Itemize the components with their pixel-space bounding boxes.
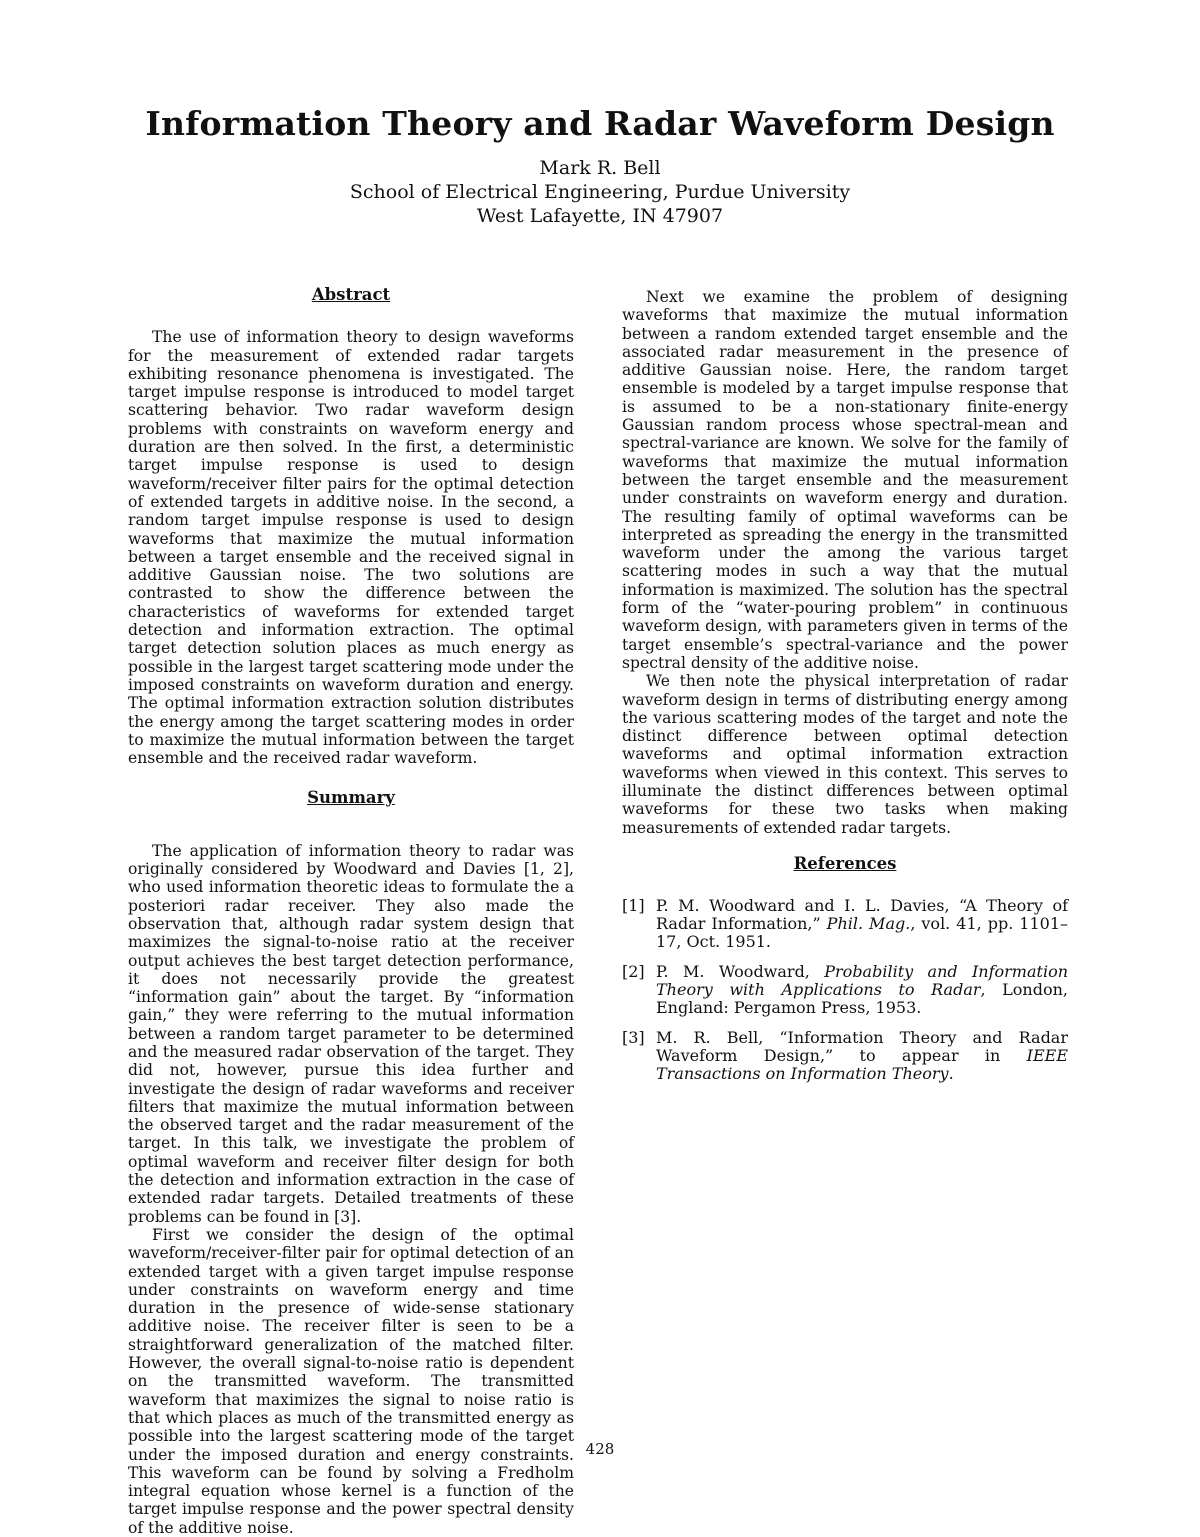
summary-paragraph-2: First we consider the design of the optimal waveform/receiver-filter pair for optimal detection of an extended target with a given target impulse response under constraints on waveform energy and time duration in the presence of wide-sense stationary additive noise. The receiver filter is seen to be a straightforward generalization of the matched filter. However, the overall signal-to-noise ratio is dependent on the transmitted waveform. The transmitted waveform that maximizes the signal to noise ratio is that which places as much of the transmitted energy as possible into the largest scattering mode of the target under the imposed duration and energy constraints. This waveform can be found by solving a Fredholm integral equation whose kernel is a function of the target impulse response and the power spectral density of the additive noise. — [128, 1225, 574, 1537]
left-column — [128, 286, 574, 1537]
reference-list — [622, 897, 1068, 1083]
reference-item — [622, 963, 1068, 1017]
reference-details: , vol. 41, pp. 1101–17, Oct. 1951. — [656, 914, 1068, 952]
summary-paragraph-3: Next we examine the problem of designing waveforms that maximize the mutual information between a random extended target ensemble and the associated radar measurement in the presence of additive Gaussian noise. Here, the random target ensemble is modeled by a target impulse response that is assumed to be a non-stationary finite-energy Gaussian random process whose spectral-mean and spectral-variance are known. We solve for the family of waveforms that maximize the mutual information between the target ensemble and the measurement under constraints on waveform energy and duration. The resulting family of optimal waveforms can be interpreted as spreading the energy in the transmitted waveform under the among the various target scattering modes in such a way that the mutual information is maximized. The solution has the spectral form of the “water-pouring problem” in continuous waveform design, with parameters given in terms of the target ensemble’s spectral-variance and the power spectral density of the additive noise. — [622, 288, 1068, 672]
references-heading: References — [793, 853, 897, 873]
reference-book-title: Probability and Information Theory with Applications to Radar — [656, 962, 1068, 1000]
reference-details: , London, England: Pergamon Press, 1953. — [656, 980, 1068, 1018]
reference-text: P. M. Woodward, — [656, 962, 825, 982]
abstract-heading: Abstract — [311, 285, 391, 304]
reference-text: M. R. Bell, “Information Theory and Radar Waveform Design,” to appear in — [656, 1028, 1068, 1066]
reference-journal: Phil. Mag. — [826, 914, 911, 934]
author-affiliation: School of Electrical Engineering, Purdue University — [349, 181, 851, 203]
reference-number: [2] — [622, 962, 645, 982]
summary-paragraph-4: We then note the physical interpretation of radar waveform design in terms of distributing energy among the various scattering modes of the target and note the distinct difference between optimal detection waveforms and optimal information extraction waveforms when viewed in this context. This serves to illuminate the distinct differences between optimal waveforms for these two tasks when making measurements of extended radar targets. — [622, 672, 1068, 837]
reference-journal: IEEE Transactions on Information Theory — [656, 1046, 1068, 1084]
summary-paragraph-1: The application of information theory to radar was originally considered by Woodward and Davies [1, 2], who used information theoretic ideas to formulate the a posteriori radar receiver. They also made the observation that, although radar system design that maximizes the signal-to-noise ratio at the receiver output achieves the best target detection performance, it does not necessarily provide the greatest “information gain” about the target. By “information gain,” they were referring to the mutual information between a random target parameter to be determined and the measured radar observation of the target. They did not, however, pursue this idea further and investigate the design of radar waveforms and receiver filters that maximize the mutual information between the observed target and the radar measurement of the target. In this talk, we investigate the problem of optimal waveform and receiver filter design for both the detection and information extraction in the case of extended radar targets. Detailed treatments of these problems can be found in [3]. — [128, 841, 574, 1226]
reference-number: [3] — [622, 1028, 645, 1048]
author-name: Mark R. Bell — [539, 157, 661, 179]
reference-item — [622, 897, 1068, 951]
summary-heading: Summary — [307, 788, 395, 808]
reference-details: . — [948, 1064, 954, 1084]
author-location: West Lafayette, IN 47907 — [476, 205, 724, 227]
reference-number: [1] — [622, 896, 645, 916]
author-block — [0, 156, 1200, 228]
reference-item — [622, 1029, 1068, 1083]
abstract-text: The use of information theory to design waveforms for the measurement of extended radar targets exhibiting resonance phenomena is investigated. The target impulse response is introduced to model target scattering behavior. Two radar waveform design problems with constraints on waveform energy and duration are then solved. In the first, a deterministic target impulse response is used to design waveform/receiver filter pairs for the optimal detection of extended targets in additive noise. In the second, a random target impulse response is used to design waveforms that maximize the mutual information between a target ensemble and the received signal in additive Gaussian noise. The two solutions are contrasted to show the difference between the characteristics of waveforms for extended target detection and information extraction. The optimal target detection solution places as much energy as possible in the largest target scattering mode under the imposed constraints on waveform duration and energy. The optimal information extraction solution distributes the energy among the target scattering modes in order to maximize the mutual information between the target ensemble and the received radar waveform. — [128, 328, 574, 768]
paper-title: Information Theory and Radar Waveform Design — [145, 104, 1055, 143]
reference-text: P. M. Woodward and I. L. Davies, “A Theory of Radar Information,” — [656, 896, 1068, 934]
right-column — [622, 288, 1068, 1095]
page-number: 428 — [585, 1440, 615, 1458]
